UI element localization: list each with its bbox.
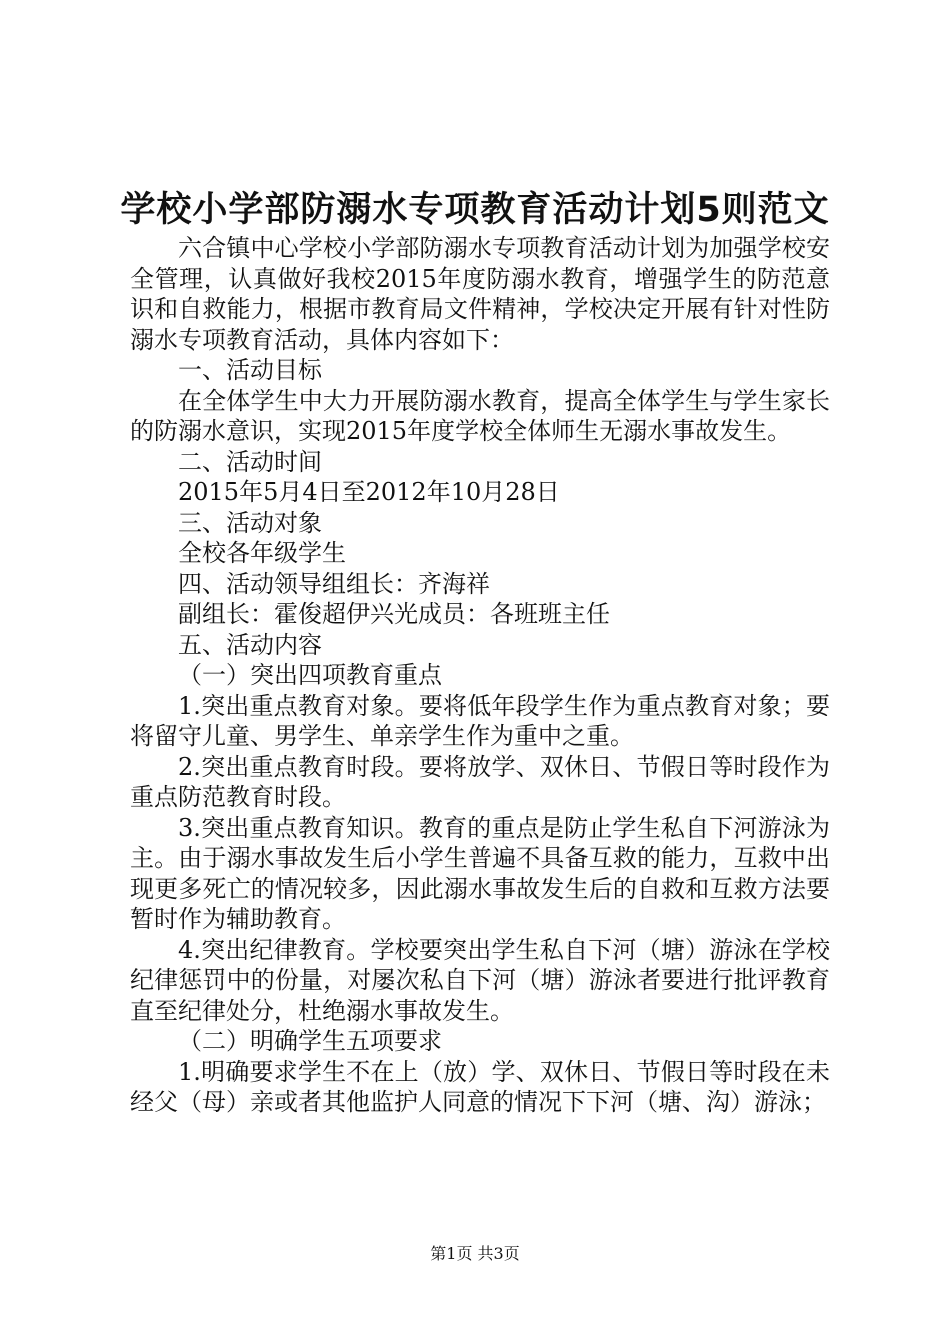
paragraph-activity-target: 全校各年级学生	[178, 539, 346, 567]
paragraph-focus-2: 2.突出重点教育时段。要将放学、双休日、节假日等时段作为重点防范教育时段。	[130, 752, 830, 811]
paragraph-intro: 六合镇中心学校小学部防溺水专项教育活动计划为加强学校安全管理，认真做好我校2015年度防溺水教育，增强学生的防范意识和自救能力，根据市教育局文件精神，学校决定开展有针对性防溺水专项教育活动，具体内容如下：	[130, 234, 830, 354]
document-title: 学校小学部防溺水专项教育活动计划5则范文	[120, 190, 830, 230]
paragraph-focus-3: 3.突出重点教育知识。教育的重点是防止学生私自下河游泳为主。由于溺水事故发生后小学生普遍不具备互救的能力，互救中出现更多死亡的情况较多，因此溺水事故发生后的自救和互救方法要暂时作为辅助教育。	[130, 813, 830, 933]
heading-activity-target: 三、活动对象	[178, 508, 322, 537]
subheading-five-requirements: （二）明确学生五项要求	[178, 1027, 442, 1055]
paragraph-activity-time: 2015年5月4日至2012年10月28日	[178, 478, 560, 506]
page-footer: 第1页 共3页	[430, 1244, 520, 1263]
document-body	[130, 233, 830, 1118]
paragraph-leadership-members: 副组长：霍俊超伊兴光成员：各班班主任	[178, 600, 610, 628]
heading-activity-time: 二、活动时间	[178, 447, 322, 476]
heading-activity-goal: 一、活动目标	[178, 356, 322, 384]
paragraph-focus-1: 1.突出重点教育对象。要将低年段学生作为重点教育对象；要将留守儿童、男学生、单亲学生作为重中之重。	[130, 691, 830, 750]
paragraph-focus-4: 4.突出纪律教育。学校要突出学生私自下河（塘）游泳在学校纪律惩罚中的份量，对屡次私自下河（塘）游泳者要进行批评教育直至纪律处分，杜绝溺水事故发生。	[130, 935, 830, 1025]
heading-activity-content: 五、活动内容	[178, 630, 322, 659]
paragraph-activity-goal: 在全体学生中大力开展防溺水教育，提高全体学生与学生家长的防溺水意识，实现2015年度学校全体师生无溺水事故发生。	[130, 386, 830, 445]
paragraph-requirement-1: 1.明确要求学生不在上（放）学、双休日、节假日等时段在未经父（母）亲或者其他监护人同意的情况下下河（塘、沟）游泳；	[130, 1057, 830, 1116]
heading-leadership-group: 四、活动领导组组长：齐海祥	[178, 569, 490, 598]
subheading-four-focuses: （一）突出四项教育重点	[178, 661, 442, 689]
